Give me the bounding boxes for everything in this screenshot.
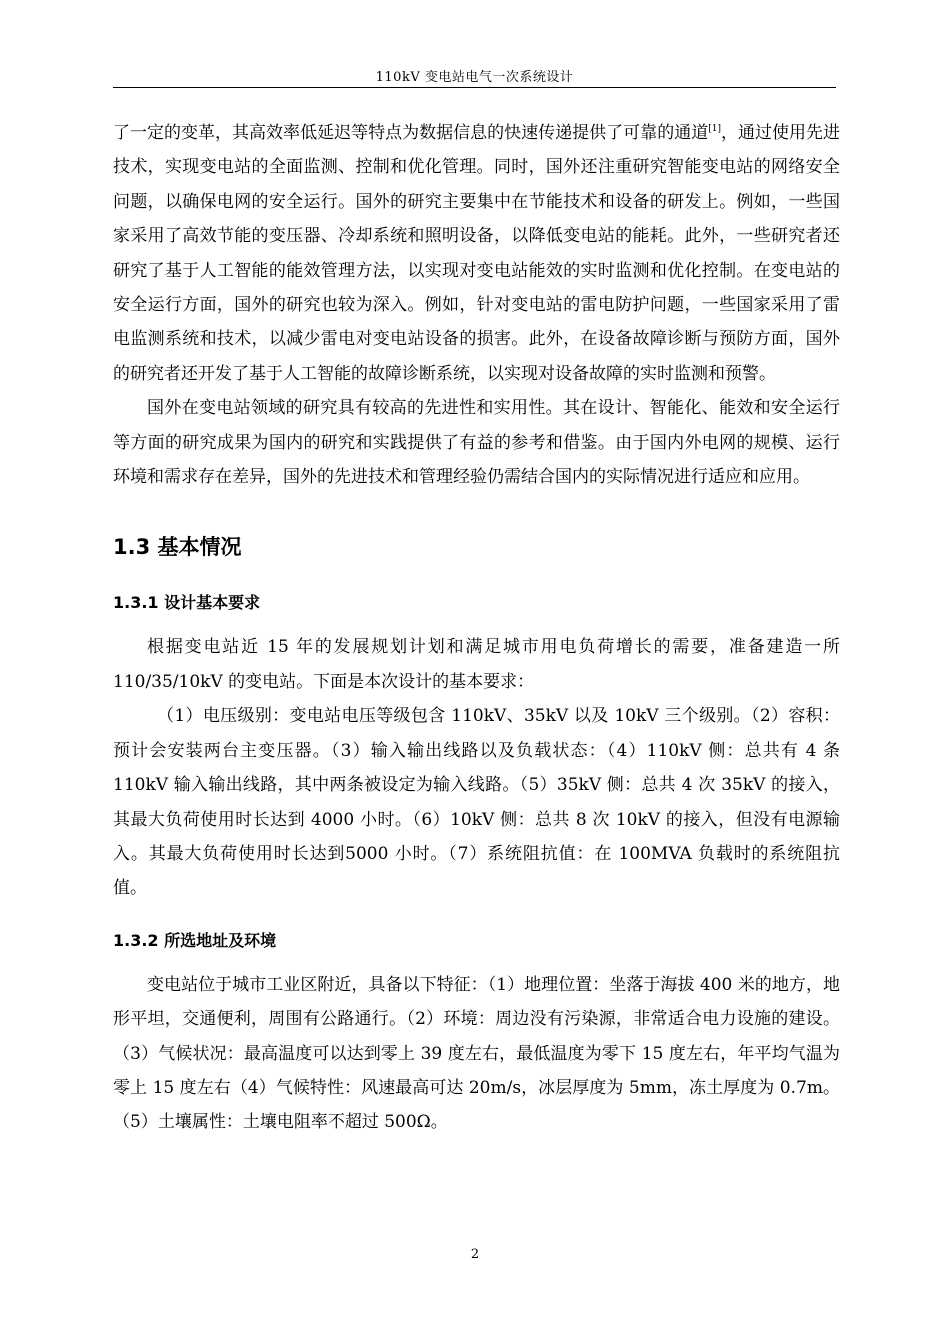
running-header: 110kV 变电站电气一次系统设计 [375,70,574,85]
subsection-heading: 1.3.1 设计基本要求 [113,593,261,613]
paragraph-design-intro: 根据变电站近 15 年的发展规划计划和满足城市用电负荷增长的需要，准备建造一所 110/35/10kV 的变电站。下面是本次设计的基本要求： [113,637,840,692]
paragraph-text: 了一定的变革，其高效率低延迟等特点为数据信息的快速传递提供了可靠的通道 [113,123,709,143]
paragraph-foreign-research [113,116,840,391]
paragraph-site-environment: 变电站位于城市工业区附近，具备以下特征：（1）地理位置：坐落于海拔 400 米的地方，地形平坦，交通便利，周围有公路通行。（2）环境：周边没有污染源，非常适合电力设施的建设。（3）气候状况：最高温度可以达到零上 39 度左右，最低温度为零下 15 度左右，年平均气温为零上 15 度左右（4）气候特性：风速最高可达 20m/s，冰层厚度为 5mm，冻土厚度为 0.7m。（5）土壤属性：土壤电阻率不超过 500Ω。 [113,974,840,1133]
paragraph-text: ，通过使用先进技术，实现变电站的全面监测、控制和优化管理。同时，国外还注重研究智能变电站的网络安全问题，以确保电网的安全运行。国外的研究主要集中在节能技术和设备的研发上。例如，一些国家采用了高效节能的变压器、冷却系统和照明设备，以降低变电站的能耗。此外，一些研究者还研究了基于人工智能的能效管理方法，以实现对变电站能效的实时监测和优化控制。在变电站的安全运行方面，国外的研究也较为深入。例如，针对变电站的雷电防护问题，一些国家采用了雷电监测系统和技术，以减少雷电对变电站设备的损害。此外，在设备故障诊断与预防方面，国外的研究者还开发了基于人工智能的故障诊断系统，以实现对设备故障的实时监测和预警。 [113,123,841,384]
page-content [113,116,840,1140]
paragraph-design-requirements: （1）电压级别：变电站电压等级包含 110kV、35kV 以及 10kV 三个级别。（2）容积：预计会安装两台主变压器。（3）输入输出线路以及负载状态：（4）110kV 侧：总共有 4 条 110kV 输入输出线路，其中两条被设定为输入线路。（5）35kV 侧：总共 4 次 35kV 的接入，其最大负荷使用时长达到 4000 小时。（6）10kV 侧：总共 8 次 10kV 的接入，但没有电源输入。其最大负荷使用时长达到5000 小时。（7）系统阻抗值：在 100MVA 负载时的系统阻抗值。 [113,706,840,899]
page-number: 2 [470,1247,480,1262]
subsection-heading: 1.3.2 所选地址及环境 [113,930,277,950]
header-rule [113,87,836,88]
citation-ref: [1] [708,124,721,134]
section-heading: 1.3 基本情况 [113,535,242,560]
paragraph-foreign-summary: 国外在变电站领域的研究具有较高的先进性和实用性。其在设计、智能化、能效和安全运行等方面的研究成果为国内的研究和实践提供了有益的参考和借鉴。由于国内外电网的规模、运行环境和需求存在差异，国外的先进技术和管理经验仍需结合国内的实际情况进行适应和应用。 [113,398,840,488]
